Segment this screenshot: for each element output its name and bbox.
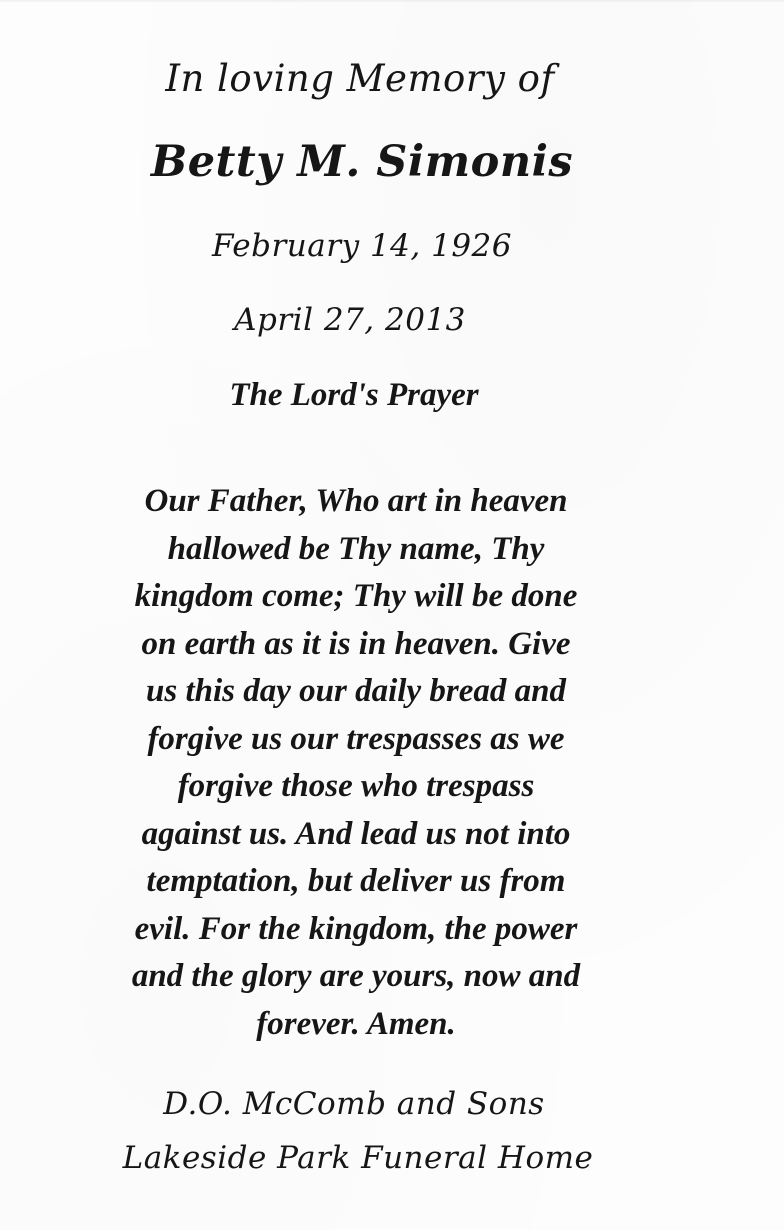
prayer-line: evil. For the kingdom, the power (134, 910, 578, 947)
death-date: April 27, 2013 (234, 302, 466, 338)
prayer-text (0, 478, 712, 1048)
prayer-title: The Lord's Prayer (229, 377, 479, 413)
prayer-line: against us. And lead us not into (141, 815, 571, 852)
prayer-line: forgive us our trespasses as we (147, 720, 565, 757)
prayer-line: forgive those who trespass (177, 768, 535, 804)
prayer-line: forever. Amen. (256, 1005, 456, 1042)
prayer-line: kingdom come; Thy will be done (134, 578, 578, 614)
funeral-home-line-2: Lakeside Park Funeral Home (122, 1140, 594, 1176)
prayer-line: hallowed be Thy name, Thy (167, 530, 545, 567)
prayer-line: us this day our daily bread and (146, 673, 566, 709)
scan-edge-shadow (0, 0, 784, 3)
prayer-line: temptation, but deliver us from (146, 863, 566, 899)
prayer-line: and the glory are yours, now and (131, 958, 581, 994)
prayer-line: Our Father, Who art in heaven (144, 483, 568, 519)
memorial-greeting: In loving Memory of (165, 57, 555, 100)
deceased-name: Betty M. Simonis (150, 137, 574, 187)
birth-date: February 14, 1926 (211, 228, 512, 264)
prayer-line: on earth as it is in heaven. Give (141, 625, 571, 662)
funeral-home-line-1: D.O. McComb and Sons (163, 1086, 545, 1122)
